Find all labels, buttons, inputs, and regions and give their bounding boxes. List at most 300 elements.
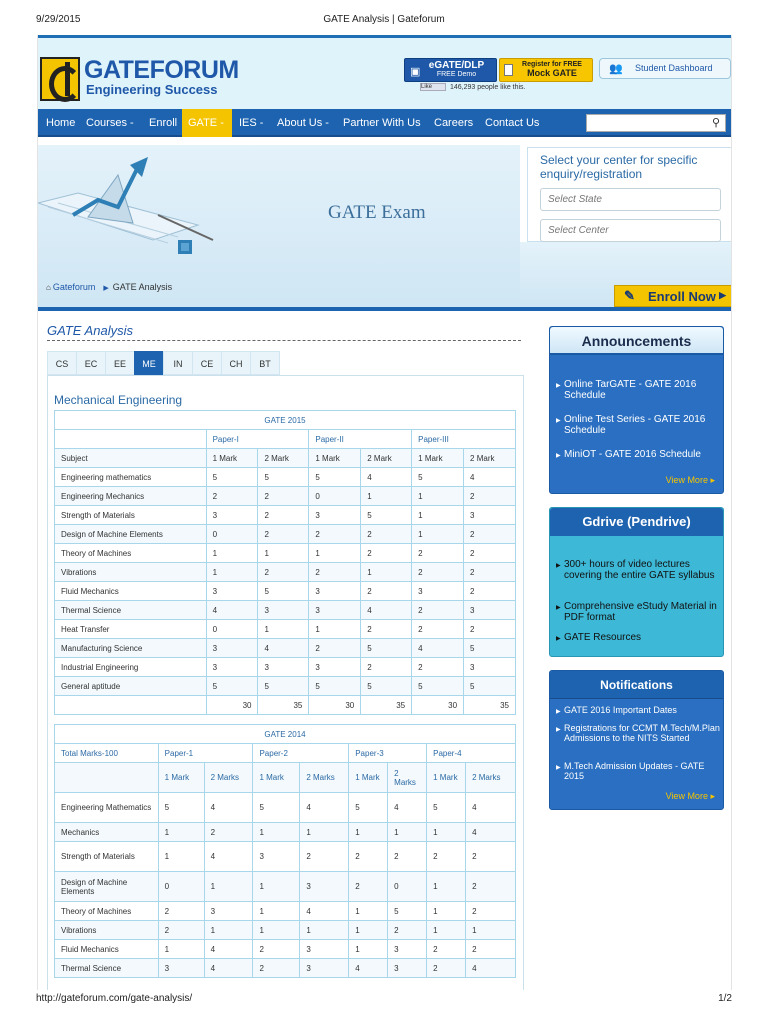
table-cell: 4: [300, 902, 349, 921]
pencil-icon: ✎: [624, 288, 635, 303]
table-cell: 5: [388, 902, 427, 921]
table-cell: 1: [300, 823, 349, 842]
table-cell: 2: [158, 921, 204, 940]
enroll-now-label: Enroll Now: [648, 289, 716, 304]
table-header-row: [55, 449, 516, 468]
table-cell: 5: [309, 677, 361, 696]
announcement-link[interactable]: ▶ Online TarGATE - GATE 2016 Schedule: [564, 379, 697, 401]
table-cell: 2: [361, 525, 412, 544]
table-cell: Strength of Materials: [55, 842, 159, 872]
table-cell: 3: [206, 658, 258, 677]
table-row: [55, 793, 516, 823]
divider: [47, 340, 521, 341]
table-cell: 1: [309, 544, 361, 563]
paper-header: Paper-1: [158, 744, 253, 763]
announcement-link[interactable]: ▶ Online Test Series - GATE 2016 Schedule: [564, 414, 706, 436]
nav-partner-with-us[interactable]: Partner With Us: [343, 117, 421, 129]
table-cell: 3: [204, 902, 253, 921]
totals-row: [55, 696, 516, 715]
nav-careers[interactable]: Careers: [434, 117, 474, 129]
table-cell: 5: [412, 677, 464, 696]
notification-item[interactable]: [556, 723, 721, 743]
table-cell: 0: [206, 620, 258, 639]
gdrive-item[interactable]: [556, 632, 721, 643]
banner-title: GATE Exam: [328, 202, 426, 223]
table-cell: 1: [412, 525, 464, 544]
hero-banner: [38, 145, 520, 307]
table-cell: 2: [349, 872, 388, 902]
table-cell: 2: [258, 563, 309, 582]
student-dashboard-button[interactable]: [599, 58, 731, 79]
table-cell: 1: [300, 921, 349, 940]
nav-home[interactable]: Home: [46, 117, 76, 129]
table-cell: Engineering mathematics: [55, 468, 207, 487]
table-cell: 1: [258, 544, 309, 563]
column-header: 2 Marks: [204, 763, 253, 793]
table-cell: 3: [309, 506, 361, 525]
users-icon: 👥: [609, 63, 623, 75]
table-cell: 4: [412, 639, 464, 658]
table-caption: GATE 2015: [55, 411, 516, 430]
facebook-likes: [420, 83, 526, 91]
table-cell: 2: [412, 620, 464, 639]
table-cell: 4: [361, 601, 412, 620]
table-cell: 2: [412, 563, 464, 582]
table-cell: 2: [464, 487, 516, 506]
divider: [38, 307, 732, 311]
table-cell: 3: [253, 842, 300, 872]
table-cell: Design of Machine Elements: [55, 872, 159, 902]
tab-in[interactable]: IN: [163, 351, 193, 375]
table-cell: [55, 696, 207, 715]
table-row: [55, 620, 516, 639]
table-cell: 4: [204, 959, 253, 978]
notification-link[interactable]: ▶ GATE 2016 Important Dates: [564, 705, 677, 715]
table-row: [55, 544, 516, 563]
column-header: 2 Marks: [388, 763, 427, 793]
announcement-item[interactable]: [556, 449, 721, 460]
center-select-box: [527, 147, 732, 242]
tab-ee[interactable]: EE: [105, 351, 135, 375]
nav-enroll[interactable]: Enroll: [149, 117, 178, 129]
table-cell: 1: [204, 921, 253, 940]
table-cell: Vibrations: [55, 563, 207, 582]
notification-item[interactable]: [556, 705, 721, 715]
table-row: [55, 842, 516, 872]
table-cell: 4: [388, 793, 427, 823]
table-cell: 2: [427, 842, 466, 872]
table-cell: 5: [206, 677, 258, 696]
table-row: [55, 582, 516, 601]
table-cell: 2: [466, 902, 516, 921]
table-cell: 3: [206, 582, 258, 601]
table-cell: 1: [204, 872, 253, 902]
announcement-item[interactable]: [556, 379, 721, 401]
table-cell: 5: [253, 793, 300, 823]
table-cell: [55, 763, 159, 793]
table-cell: Theory of Machines: [55, 544, 207, 563]
table-cell: 2: [466, 872, 516, 902]
monitor-icon: ▣: [410, 66, 421, 78]
table-cell: 2: [158, 902, 204, 921]
table-cell: 2: [412, 601, 464, 620]
table-cell: 2: [309, 525, 361, 544]
search-input[interactable]: [586, 114, 726, 132]
table-row: [55, 506, 516, 525]
likes-count: 146,293 people like this.: [450, 83, 526, 91]
table-cell: 2: [309, 563, 361, 582]
table-cell: 2: [361, 544, 412, 563]
table-cell: 1: [388, 823, 427, 842]
column-header: 1 Mark: [253, 763, 300, 793]
table-cell: 2: [466, 842, 516, 872]
table-cell: 1: [361, 487, 412, 506]
table-cell: 1: [309, 620, 361, 639]
table-cell: Fluid Mechanics: [55, 940, 159, 959]
table-cell: 1: [361, 563, 412, 582]
table-cell: 2: [388, 842, 427, 872]
egate-demo-button[interactable]: [404, 58, 497, 82]
column-header: 2 Mark: [361, 449, 412, 468]
table-cell: 4: [464, 468, 516, 487]
table-cell: 3: [206, 506, 258, 525]
gdrive-box: [549, 507, 724, 657]
home-icon: ⌂: [46, 283, 51, 292]
total-cell: 35: [258, 696, 309, 715]
notifications-heading: Notifications: [550, 671, 723, 699]
table-cell: 1: [258, 620, 309, 639]
gate-2015-table: [54, 410, 516, 715]
table-row: [55, 487, 516, 506]
view-more-label: View More: [665, 475, 708, 485]
gdrive-link[interactable]: ▶ 300+ hours of video lectures covering the entire GATE syllabus: [564, 559, 715, 581]
print-page-number: 1/2: [718, 993, 732, 1004]
view-more-link[interactable]: [666, 791, 715, 802]
center-select-heading: Select your center for specific enquiry/registration: [540, 153, 698, 181]
tab-ch[interactable]: CH: [221, 351, 251, 375]
table-cell: 2: [361, 620, 412, 639]
breadcrumb-current: GATE Analysis: [112, 282, 173, 292]
egate-label: eGATE/DLP: [428, 60, 485, 71]
table-cell: 1: [253, 902, 300, 921]
paper-header: Paper-I: [206, 430, 309, 449]
table-cell: 5: [412, 468, 464, 487]
table-cell: 5: [206, 468, 258, 487]
table-cell: 1: [427, 902, 466, 921]
table-row: [55, 902, 516, 921]
table-cell: 1: [412, 506, 464, 525]
column-header: 1 Mark: [349, 763, 388, 793]
table-cell: 0: [206, 525, 258, 544]
brand-tagline: Engineering Success: [86, 82, 218, 97]
total-cell: 30: [309, 696, 361, 715]
table-cell: 0: [309, 487, 361, 506]
table-cell: 1: [349, 921, 388, 940]
page-title: GATE Analysis: [47, 323, 133, 338]
chevron-right-icon: ▶: [719, 290, 726, 300]
paper-header: Paper-II: [309, 430, 412, 449]
column-header: 1 Mark: [412, 449, 464, 468]
table-cell: 3: [464, 601, 516, 620]
announcement-link[interactable]: ▶ MiniOT - GATE 2016 Schedule: [564, 449, 701, 460]
table-cell: 3: [388, 940, 427, 959]
table-cell: 2: [300, 842, 349, 872]
table-cell: 1: [349, 823, 388, 842]
dashboard-label: Student Dashboard: [635, 63, 713, 73]
table-cell: 1: [427, 872, 466, 902]
table-caption: GATE 2014: [55, 725, 516, 744]
table-cell: Design of Machine Elements: [55, 525, 207, 544]
column-header: 2 Mark: [464, 449, 516, 468]
table-cell: 5: [258, 468, 309, 487]
nav-gate[interactable]: GATE -: [182, 109, 232, 137]
table-cell: 4: [204, 793, 253, 823]
gdrive-heading: Gdrive (Pendrive): [550, 508, 723, 536]
breadcrumb: [46, 282, 172, 292]
table-row: [55, 601, 516, 620]
egate-sublabel: FREE Demo: [436, 71, 477, 78]
column-header: 1 Mark: [206, 449, 258, 468]
column-header: 2 Marks: [300, 763, 349, 793]
table-cell: 2: [258, 487, 309, 506]
gate-2014-table: [54, 724, 516, 978]
table-row: [55, 525, 516, 544]
table-cell: 2: [388, 921, 427, 940]
announcements-heading: Announcements: [550, 327, 723, 355]
table-cell: 3: [388, 959, 427, 978]
notification-item[interactable]: [556, 761, 721, 781]
paper-header: Paper-III: [412, 430, 516, 449]
table-cell: 2: [412, 658, 464, 677]
table-cell: 2: [206, 487, 258, 506]
site-header: [38, 35, 732, 109]
mock-label: Register for FREE: [522, 61, 582, 68]
table-cell: Mechanics: [55, 823, 159, 842]
print-title: GATE Analysis | Gateforum: [323, 14, 445, 25]
column-header: 2 Mark: [258, 449, 309, 468]
table-cell: 3: [464, 658, 516, 677]
table-cell: 2: [464, 582, 516, 601]
subject-title: Mechanical Engineering: [54, 393, 183, 407]
column-header: Subject: [55, 449, 207, 468]
table-cell: 1: [427, 823, 466, 842]
like-button[interactable]: Like: [420, 83, 446, 91]
chevron-right-icon: ▸: [710, 475, 715, 485]
nav-contact-us[interactable]: Contact Us: [485, 117, 540, 129]
table-cell: 2: [349, 842, 388, 872]
table-cell: 3: [206, 639, 258, 658]
table-cell: 3: [300, 872, 349, 902]
table-cell: 4: [300, 793, 349, 823]
gdrive-item[interactable]: [556, 601, 721, 623]
total-cell: 35: [361, 696, 412, 715]
table-cell: 5: [158, 793, 204, 823]
nav-about-us[interactable]: About Us -: [277, 117, 329, 129]
table-cell: 3: [158, 959, 204, 978]
table-cell: 4: [349, 959, 388, 978]
table-cell: Strength of Materials: [55, 506, 207, 525]
table-cell: 3: [300, 940, 349, 959]
table-cell: Thermal Science: [55, 959, 159, 978]
chevron-right-icon: ▶: [103, 285, 109, 292]
nav-courses[interactable]: Courses -: [86, 117, 134, 129]
table-cell: 1: [253, 921, 300, 940]
notification-link[interactable]: ▶ M.Tech Admission Updates - GATE 2015: [564, 761, 705, 781]
tab-ec[interactable]: EC: [76, 351, 106, 375]
total-cell: 30: [412, 696, 464, 715]
table-row: [55, 677, 516, 696]
table-cell: 5: [361, 677, 412, 696]
table-row: [55, 921, 516, 940]
table-cell: 1: [427, 921, 466, 940]
tab-cs[interactable]: CS: [47, 351, 77, 375]
gdrive-item[interactable]: [556, 559, 721, 581]
print-url: http://gateforum.com/gate-analysis/: [36, 993, 193, 1004]
gdrive-link[interactable]: ▶ GATE Resources: [564, 632, 642, 643]
drafting-tools-illustration: [38, 145, 238, 265]
table-cell: 1: [206, 544, 258, 563]
breadcrumb-home[interactable]: Gateforum: [52, 282, 96, 292]
table-cell: 5: [258, 582, 309, 601]
table-row: [55, 823, 516, 842]
tab-ce[interactable]: CE: [192, 351, 222, 375]
notifications-box: [549, 670, 724, 810]
table-cell: 3: [300, 959, 349, 978]
table-cell: 2: [427, 959, 466, 978]
table-cell: Industrial Engineering: [55, 658, 207, 677]
view-more-label: View More: [665, 791, 708, 801]
table-cell: 1: [158, 842, 204, 872]
chevron-right-icon: ▸: [710, 791, 715, 801]
table-cell: 5: [309, 468, 361, 487]
table-cell: 3: [464, 506, 516, 525]
state-select[interactable]: Select State: [540, 188, 721, 211]
paper-header: Paper-2: [253, 744, 349, 763]
paper-header: Paper-3: [349, 744, 427, 763]
column-header: 1 Mark: [158, 763, 204, 793]
table-row: [55, 658, 516, 677]
table-cell: [55, 430, 207, 449]
table-cell: 1: [206, 563, 258, 582]
table-cell: 3: [412, 582, 464, 601]
nav-ies[interactable]: IES -: [239, 117, 264, 129]
table-cell: General aptitude: [55, 677, 207, 696]
table-cell: 3: [309, 658, 361, 677]
table-cell: Vibrations: [55, 921, 159, 940]
tab-bt[interactable]: BT: [250, 351, 280, 375]
table-row: [55, 872, 516, 902]
table-cell: 2: [464, 563, 516, 582]
total-marks-label: Total Marks-100: [55, 744, 159, 763]
enroll-now-button[interactable]: [614, 285, 732, 307]
gateforum-logo-icon[interactable]: [40, 57, 80, 101]
table-cell: 4: [466, 823, 516, 842]
table-cell: 5: [258, 677, 309, 696]
table-cell: 2: [204, 823, 253, 842]
table-cell: 5: [349, 793, 388, 823]
table-cell: 1: [349, 902, 388, 921]
table-cell: 4: [206, 601, 258, 620]
announcements-box: [549, 326, 724, 494]
table-cell: 5: [427, 793, 466, 823]
total-cell: 30: [206, 696, 258, 715]
announcement-item[interactable]: [556, 414, 721, 436]
search-icon[interactable]: ⚲: [711, 117, 720, 129]
table-cell: 2: [258, 506, 309, 525]
table-cell: 4: [204, 940, 253, 959]
table-cell: 2: [464, 525, 516, 544]
table-cell: 5: [361, 639, 412, 658]
table-row: [55, 468, 516, 487]
table-cell: 2: [464, 544, 516, 563]
table-cell: Theory of Machines: [55, 902, 159, 921]
table-cell: Engineering Mathematics: [55, 793, 159, 823]
table-cell: 1: [349, 940, 388, 959]
document-icon: [504, 64, 513, 76]
table-cell: 4: [466, 959, 516, 978]
paper-header: Paper-4: [427, 744, 516, 763]
column-header: 1 Mark: [427, 763, 466, 793]
table-cell: 4: [204, 842, 253, 872]
table-cell: Thermal Science: [55, 601, 207, 620]
table-cell: 5: [464, 639, 516, 658]
table-cell: 1: [412, 487, 464, 506]
table-cell: 1: [253, 872, 300, 902]
table-cell: Fluid Mechanics: [55, 582, 207, 601]
table-cell: 2: [309, 639, 361, 658]
table-cell: 2: [253, 959, 300, 978]
main-nav: [38, 109, 732, 137]
table-row: [55, 563, 516, 582]
table-cell: 4: [361, 468, 412, 487]
table-cell: 2: [412, 544, 464, 563]
table-cell: Engineering Mechanics: [55, 487, 207, 506]
table-row: [55, 959, 516, 978]
table-cell: 5: [464, 677, 516, 696]
table-cell: 1: [466, 921, 516, 940]
table-cell: 0: [158, 872, 204, 902]
mock-gate-button[interactable]: [499, 58, 593, 82]
table-cell: 2: [361, 582, 412, 601]
table-cell: 1: [253, 823, 300, 842]
table-row: [55, 940, 516, 959]
table-cell: 2: [427, 940, 466, 959]
table-cell: 2: [258, 525, 309, 544]
table-cell: 3: [258, 658, 309, 677]
brand-name[interactable]: GATEFORUM: [84, 56, 239, 84]
table-cell: 2: [464, 620, 516, 639]
total-cell: 35: [464, 696, 516, 715]
table-cell: 3: [258, 601, 309, 620]
gdrive-link[interactable]: ▶ Comprehensive eStudy Material in PDF format: [564, 601, 717, 623]
tab-me[interactable]: ME: [134, 351, 164, 375]
column-header: 2 Marks: [466, 763, 516, 793]
table-cell: 0: [388, 872, 427, 902]
table-cell: 2: [466, 940, 516, 959]
notification-link[interactable]: ▶ Registrations for CCMT M.Tech/M.Plan Admissions to the NITS Started: [564, 723, 720, 743]
table-cell: 4: [466, 793, 516, 823]
table-cell: 1: [158, 940, 204, 959]
view-more-link[interactable]: [666, 475, 715, 486]
table-row: [55, 639, 516, 658]
table-cell: 2: [253, 940, 300, 959]
table-cell: Heat Transfer: [55, 620, 207, 639]
table-cell: 5: [361, 506, 412, 525]
table-header-row: [55, 763, 516, 793]
table-cell: 4: [258, 639, 309, 658]
center-select[interactable]: Select Center: [540, 219, 721, 242]
column-header: 1 Mark: [309, 449, 361, 468]
